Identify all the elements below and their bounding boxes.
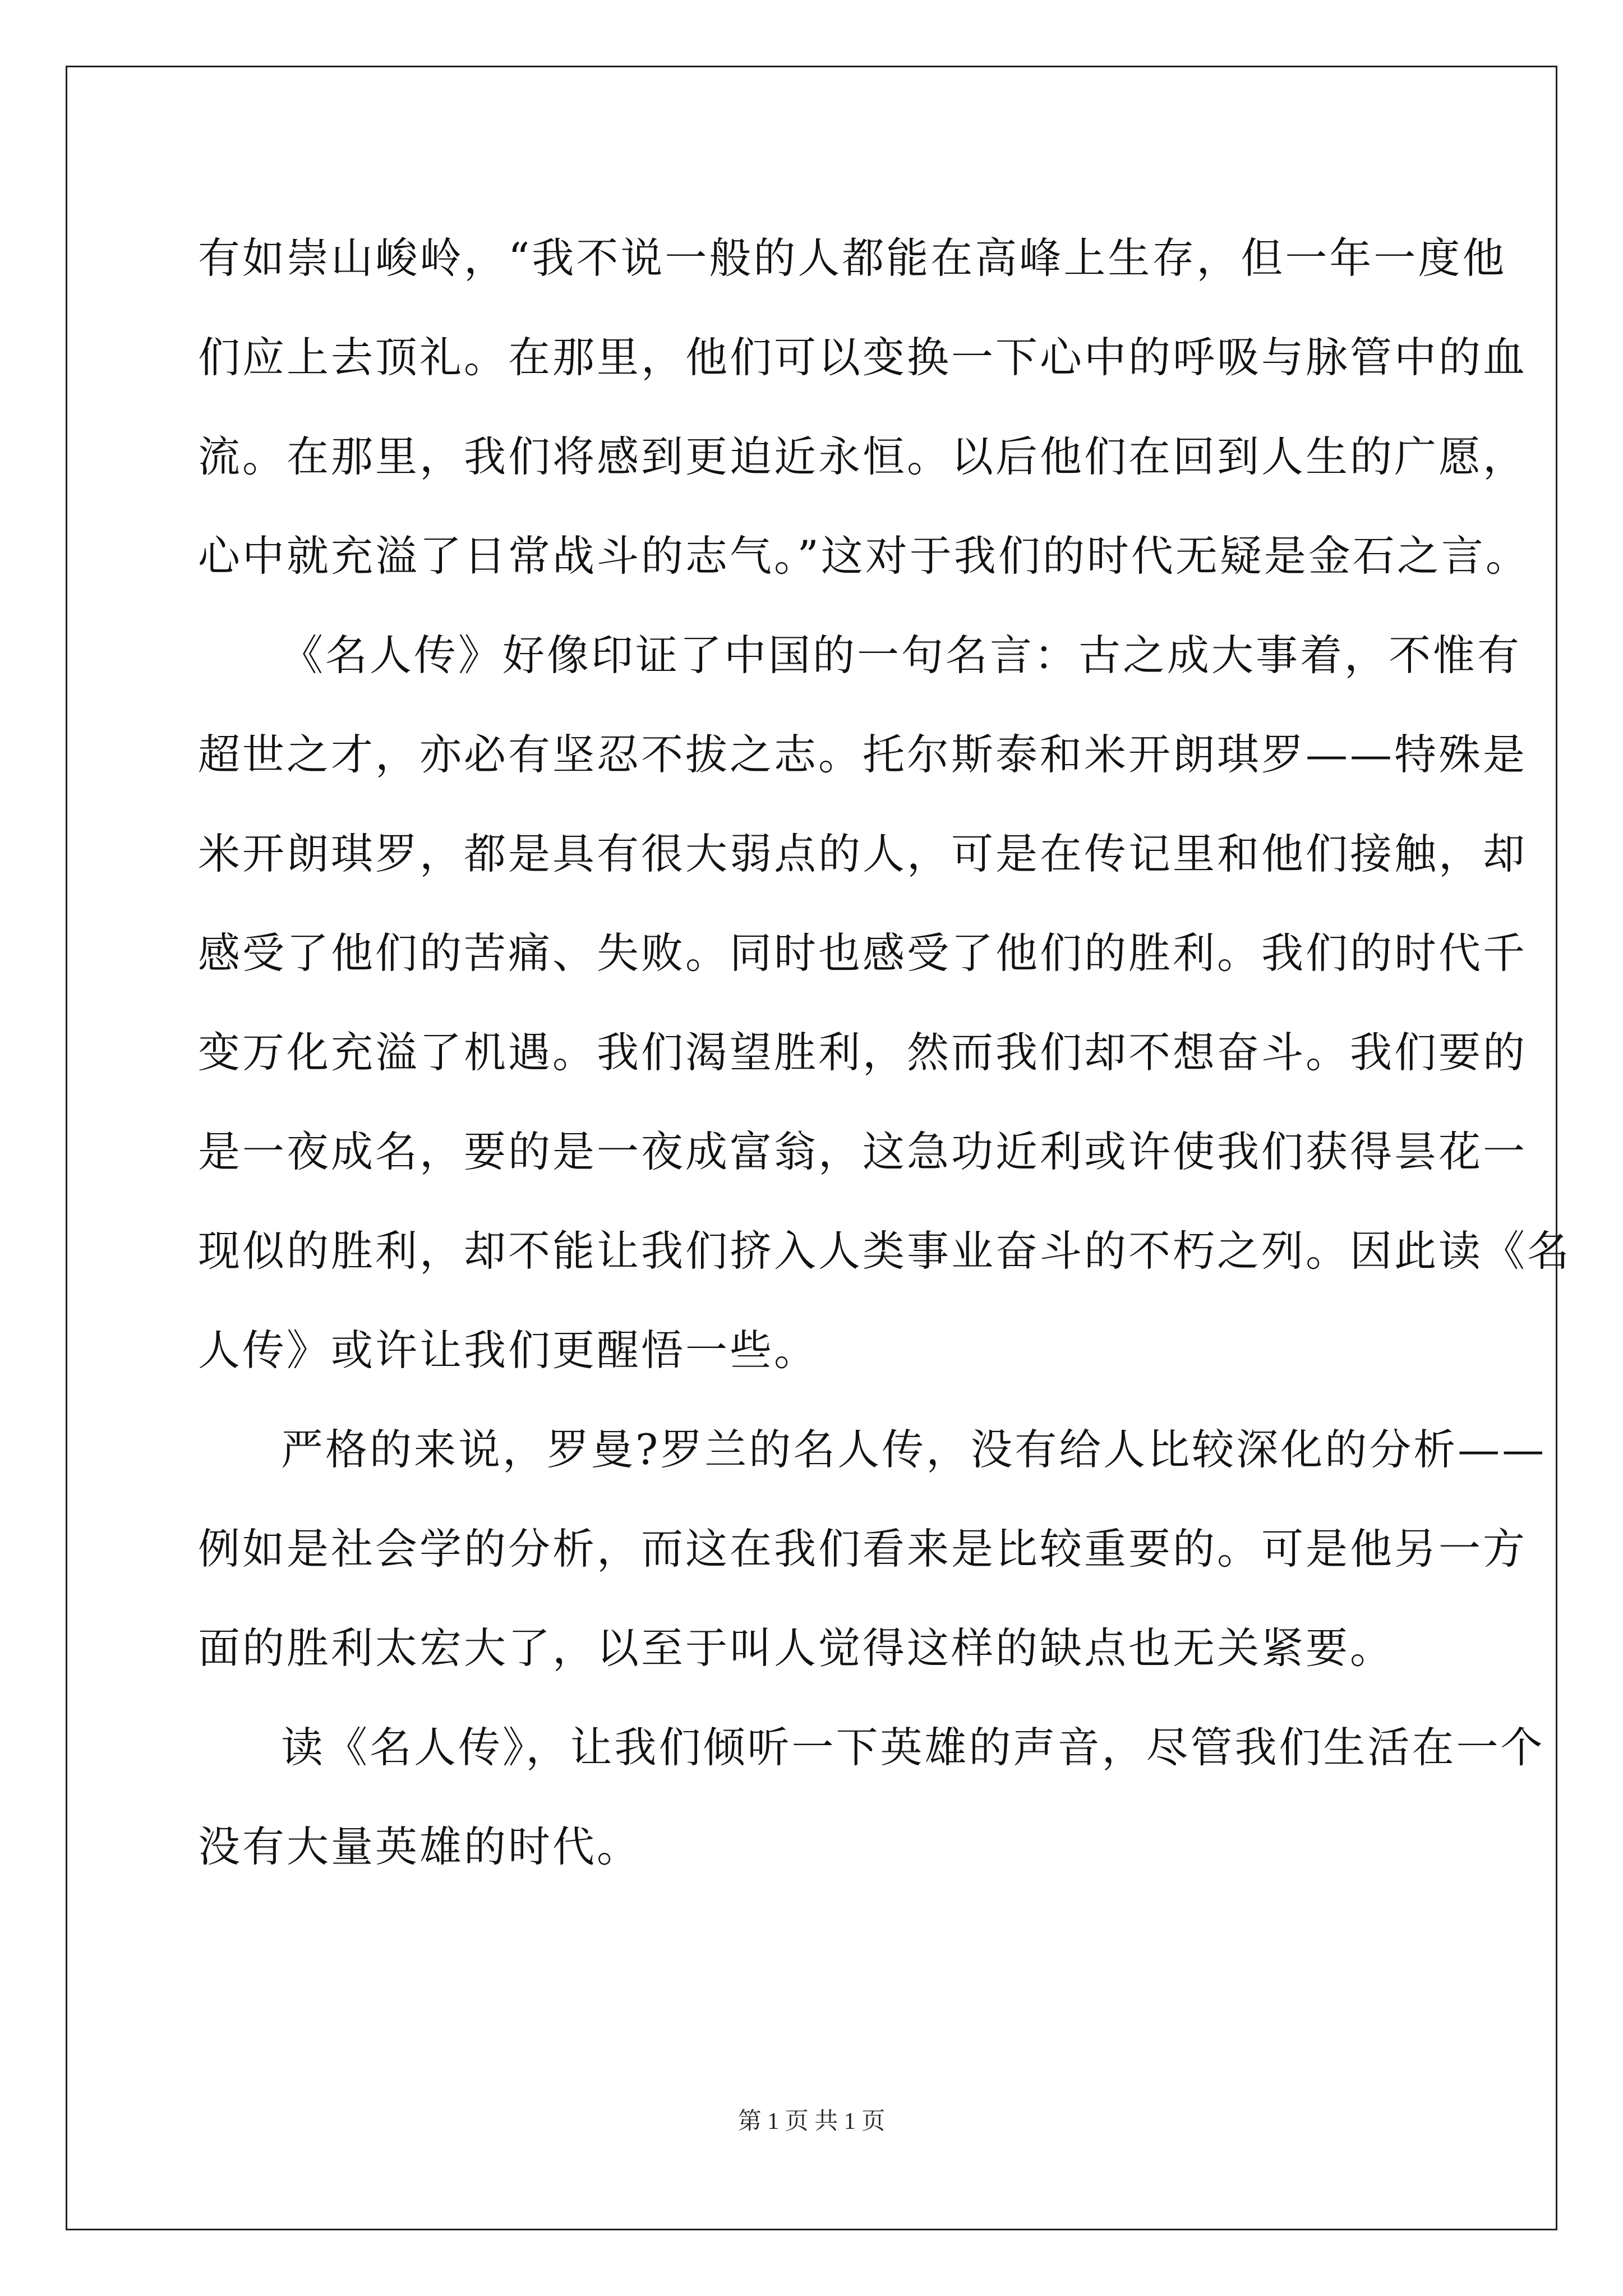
page-number-footer: 第 1 页 共 1 页 xyxy=(737,2109,886,2134)
text-line: 现似的胜利，却不能让我们挤入人类事业奋斗的不朽之列。因此读《名 xyxy=(198,1226,1572,1276)
document-body xyxy=(198,209,1572,1897)
paragraph-start-line: 严格的来说，罗曼?罗兰的名人传，没有给人比较深化的分析—— xyxy=(281,1425,1547,1474)
text-line: 流。在那里，我们将感到更迫近永恒。以后他们在回到人生的广愿， xyxy=(198,432,1528,481)
text-line: 例如是社会学的分析，而这在我们看来是比较重要的。可是他另一方 xyxy=(198,1524,1528,1573)
text-line: 变万化充溢了机遇。我们渴望胜利，然而我们却不想奋斗。我们要的 xyxy=(198,1028,1528,1077)
text-line: 面的胜利太宏大了，以至于叫人觉得这样的缺点也无关紧要。 xyxy=(198,1623,1395,1673)
text-line: 人传》或许让我们更醒悟一些。 xyxy=(198,1326,819,1375)
text-line: 有如崇山峻岭，“我不说一般的人都能在高峰上生存，但一年一度他 xyxy=(198,233,1507,283)
text-line: 米开朗琪罗，都是具有很大弱点的人，可是在传记里和他们接触，却 xyxy=(198,829,1528,878)
text-line: 们应上去顶礼。在那里，他们可以变换一下心中的呼吸与脉管中的血 xyxy=(198,333,1528,382)
paragraph-start-line: 《名人传》好像印证了中国的一句名言：古之成大事着，不惟有 xyxy=(281,631,1522,680)
paragraph-start-line: 读《名人传》，让我们倾听一下英雄的声音，尽管我们生活在一个 xyxy=(281,1723,1545,1772)
text-line: 是一夜成名，要的是一夜成富翁，这急功近利或许使我们获得昙花一 xyxy=(198,1127,1528,1176)
text-line: 没有大量英雄的时代。 xyxy=(198,1822,642,1871)
text-line: 感受了他们的苦痛、失败。同时也感受了他们的胜利。我们的时代千 xyxy=(198,928,1528,978)
text-line: 心中就充溢了日常战斗的志气。”这对于我们的时代无疑是金石之言。 xyxy=(198,531,1530,581)
text-line: 超世之才，亦必有坚忍不拔之志。托尔斯泰和米开朗琪罗——特殊是 xyxy=(198,730,1528,779)
